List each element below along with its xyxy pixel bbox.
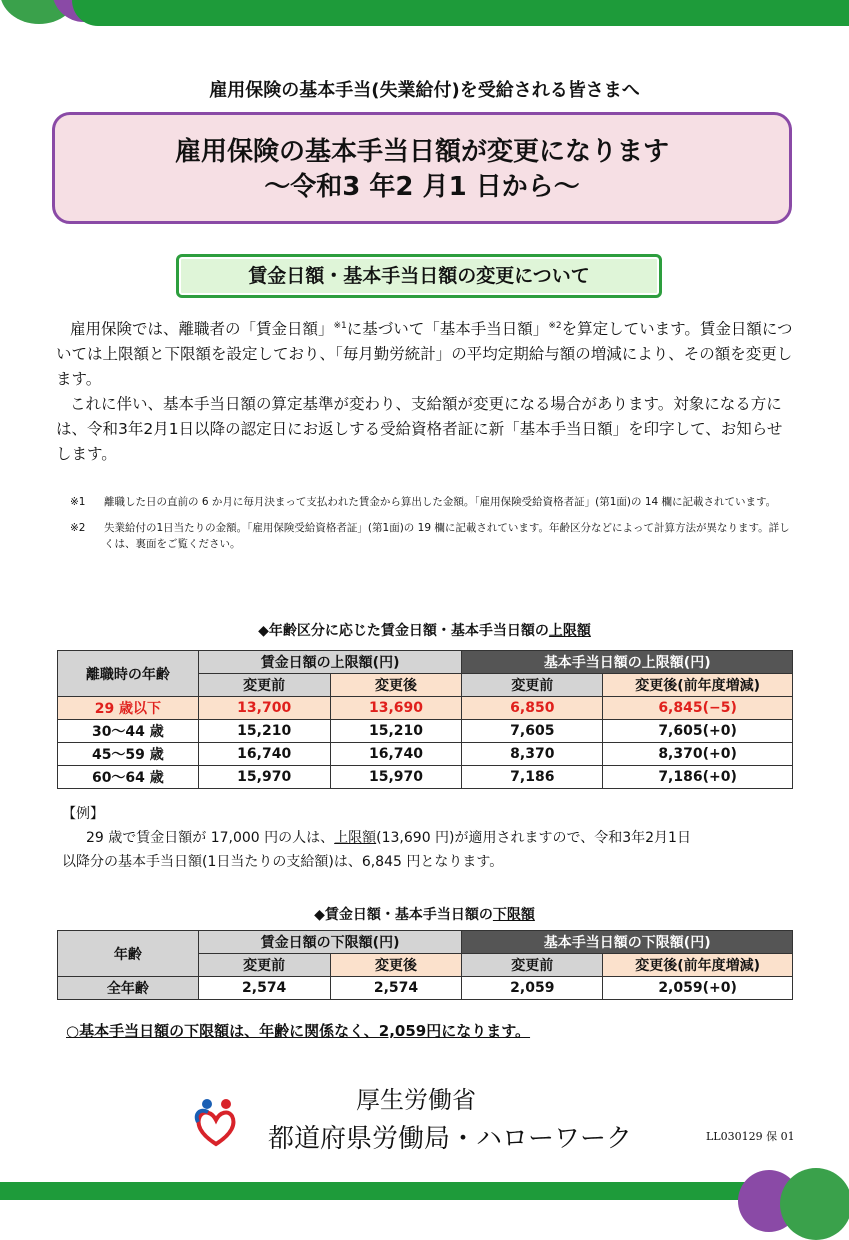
col-after-diff: 変更後(前年度増減): [603, 954, 793, 977]
wage-header: 賃金日額の上限額(円): [198, 651, 462, 674]
page-subtitle: 雇用保険の基本手当(失業給付)を受給される皆さまへ: [209, 80, 640, 101]
example-line: 29 歳で賃金日額が 17,000 円の人は、上限額(13,690 円)が適用されますので、令和3年2月1日: [86, 830, 691, 846]
table-row: 45〜59 歳 16,740 16,740 8,370 8,370(+0): [58, 743, 793, 766]
age-header: 離職時の年齢: [58, 651, 199, 697]
upper-table-caption: ◆年齢区分に応じた賃金日額・基本手当日額の上限額: [258, 623, 591, 639]
col-after: 変更後: [330, 674, 462, 697]
table-row: 30〜44 歳 15,210 15,210 7,605 7,605(+0): [58, 720, 793, 743]
paragraph-2: これに伴い、基本手当日額の算定基準が変わり、支給額が変更になる場合があります。対象になる方には、令和3年2月1日以降の認定日にお返しする受給資格者証に新「基本手当日額」を印字して、お知らせします。: [56, 395, 783, 464]
office-name: 都道府県労働局・ハローワーク: [268, 1124, 633, 1154]
body-text: [56, 314, 796, 467]
col-before: 変更前: [462, 954, 603, 977]
col-before: 変更前: [198, 954, 330, 977]
ministry-logo-icon: [192, 1096, 240, 1148]
page-title: 雇用保険の基本手当日額が変更になります: [174, 137, 669, 167]
example-block: [62, 802, 802, 874]
lower-table-caption: ◆賃金日額・基本手当日額の下限額: [314, 907, 535, 923]
conclusion-text: ○基本手当日額の下限額は、年齢に関係なく、2,059円になります。: [66, 1022, 531, 1040]
example-label: 【例】: [62, 806, 104, 822]
bottom-green-bar: [0, 1182, 790, 1200]
example-line: 以降分の基本手当日額(1日当たりの支給額)は、6,845 円となります。: [62, 854, 504, 870]
benefit-header: 基本手当日額の下限額(円): [462, 931, 793, 954]
col-after-diff: 変更後(前年度増減): [603, 674, 793, 697]
upper-limit-table: [57, 650, 793, 789]
top-green-bar: [72, 0, 849, 26]
document-code: LL030129 保 01: [706, 1130, 795, 1143]
age-header: 年齢: [58, 931, 199, 977]
page-title-date: 〜令和3 年2 月1 日から〜: [264, 172, 580, 202]
col-before: 変更前: [462, 674, 603, 697]
table-row: 全年齢 2,574 2,574 2,059 2,059(+0): [58, 977, 793, 1000]
table-row: 29 歳以下 13,700 13,690 6,850 6,845(−5): [58, 697, 793, 720]
bottom-green-circle: [780, 1168, 849, 1240]
footnote: ※2 失業給付の1日当たりの金額。「雇用保険受給資格者証」(第1面)の 19 欄に記載されています。年齢区分などによって計算方法が異なります。詳しくは、裏面をご覧ください。: [70, 522, 790, 550]
title-box: [52, 112, 792, 224]
table-row: 60〜64 歳 15,970 15,970 7,186 7,186(+0): [58, 766, 793, 789]
paragraph-1: 雇用保険では、離職者の「賃金日額」$^{※1}$に基づいて「基本手当日額」$^{※2}$を算定しています。賃金日額については上限額と下限額を設定しており、「毎月勤労統計」の平均定期給与額の増減により、その額を変更します。: [56, 320, 793, 389]
ministry-name: 厚生労働省: [356, 1086, 476, 1114]
col-after: 変更後: [330, 954, 462, 977]
benefit-header: 基本手当日額の上限額(円): [462, 651, 793, 674]
footnotes: [70, 494, 790, 562]
wage-header: 賃金日額の下限額(円): [198, 931, 462, 954]
col-before: 変更前: [198, 674, 330, 697]
footnote: ※1 離職した日の直前の 6 か月に毎月決まって支払われた賃金から算出した金額。「雇用保険受給資格者証」(第1面)の 14 欄に記載されています。: [70, 496, 777, 508]
section-title: 賃金日額・基本手当日額の変更について: [176, 254, 662, 298]
lower-limit-table: [57, 930, 793, 1000]
